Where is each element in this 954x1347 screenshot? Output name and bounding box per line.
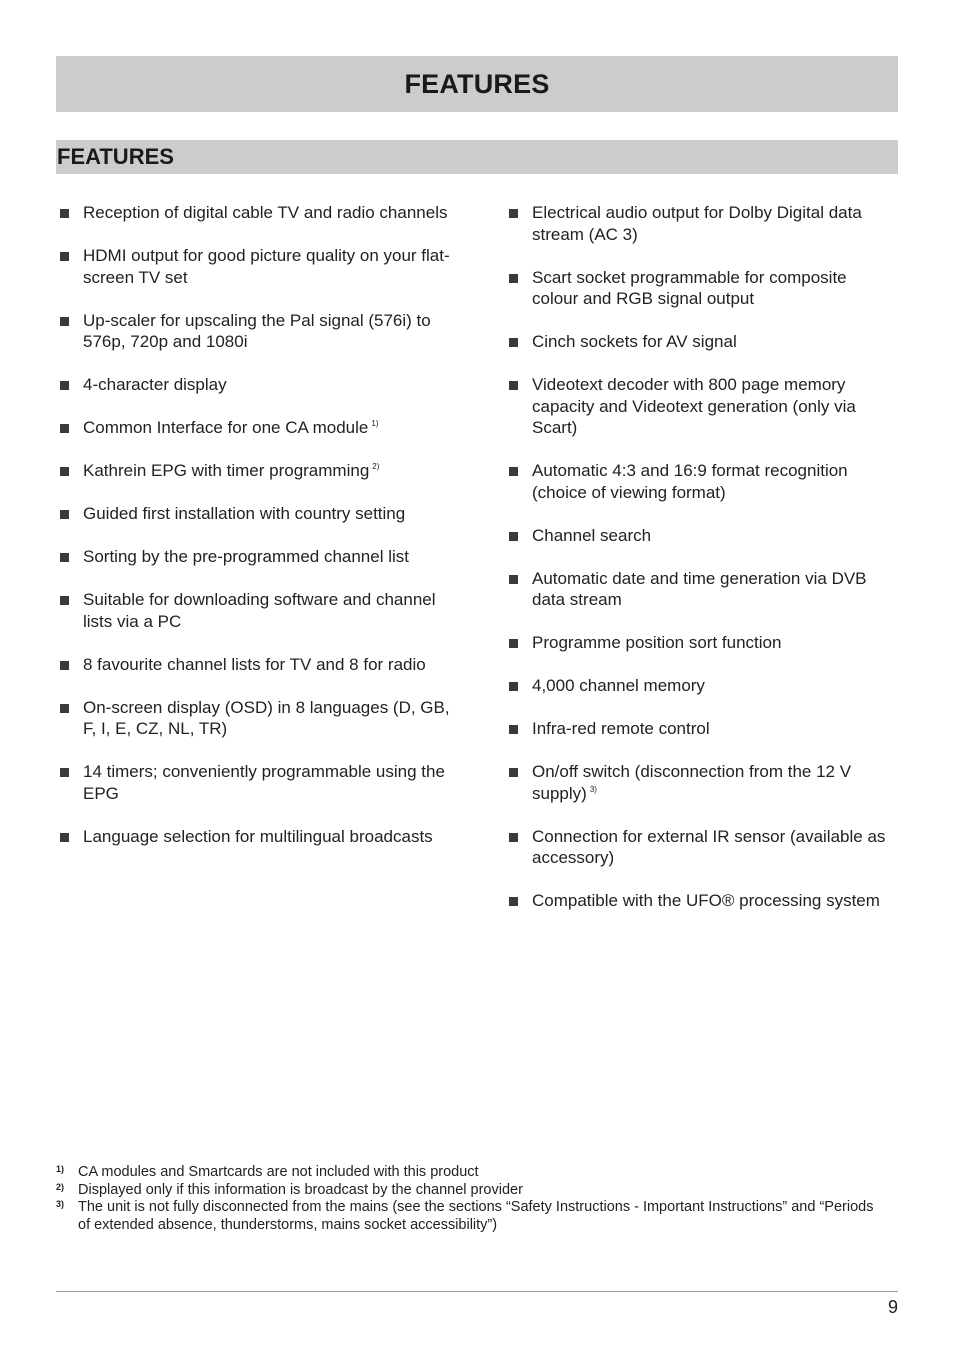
footer-divider: [56, 1291, 898, 1292]
footnote: [56, 1199, 886, 1234]
section-title: FEATURES: [57, 144, 174, 169]
feature-text: Videotext decoder with 800 page memory capacity and Videotext generation (only via Scart): [532, 375, 856, 437]
square-bullet-icon: [509, 575, 518, 584]
footnote-text: The unit is not fully disconnected from the mains (see the sections “Safety Instructions - Important Instructions” and “Periods of extended absence, thunderstorms, mains socket accessibility”): [78, 1199, 874, 1234]
footnote-ref: 3): [589, 784, 597, 794]
feature-text: Automatic date and time generation via DVB data stream: [532, 568, 867, 609]
feature-item: [507, 460, 887, 503]
feature-text: 4-character display: [83, 375, 227, 394]
footnotes: [56, 1164, 886, 1235]
square-bullet-icon: [509, 725, 518, 734]
square-bullet-icon: [509, 897, 518, 906]
feature-item: [58, 697, 458, 740]
footnote-text: Displayed only if this information is broadcast by the channel provider: [78, 1181, 523, 1198]
feature-item: [507, 826, 887, 869]
square-bullet-icon: [60, 424, 69, 433]
feature-text: Compatible with the UFO® processing system: [532, 891, 880, 910]
feature-item: [58, 460, 458, 482]
feature-text: On-screen display (OSD) in 8 languages (D, GB, F, I, E, CZ, NL, TR): [83, 697, 450, 738]
feature-item: [58, 202, 458, 224]
feature-item: [507, 331, 887, 353]
square-bullet-icon: [509, 768, 518, 777]
square-bullet-icon: [60, 252, 69, 261]
square-bullet-icon: [60, 317, 69, 326]
feature-text: Kathrein EPG with timer programming: [83, 461, 370, 480]
footnote-text: CA modules and Smartcards are not included with this product: [78, 1164, 479, 1180]
square-bullet-icon: [60, 381, 69, 390]
feature-item: [58, 310, 458, 353]
feature-text: 14 timers; conveniently programmable using the EPG: [83, 762, 445, 803]
feature-text: Suitable for downloading software and channel lists via a PC: [83, 590, 436, 631]
feature-text: Guided first installation with country setting: [83, 504, 406, 523]
feature-item: [58, 417, 458, 439]
square-bullet-icon: [60, 510, 69, 519]
feature-text: 8 favourite channel lists for TV and 8 for radio: [83, 654, 426, 674]
feature-text: Cinch sockets for AV signal: [532, 332, 737, 351]
feature-item: [507, 632, 887, 654]
feature-item: [507, 568, 887, 611]
square-bullet-icon: [509, 209, 518, 218]
feature-item: [507, 267, 887, 310]
square-bullet-icon: [60, 209, 69, 218]
square-bullet-icon: [509, 467, 518, 476]
square-bullet-icon: [60, 833, 69, 842]
feature-item: [58, 546, 458, 568]
feature-text: Common Interface for one CA module: [83, 418, 369, 437]
feature-item: [507, 374, 887, 439]
footnote: [56, 1182, 886, 1200]
feature-item: [507, 761, 887, 804]
feature-item: [58, 826, 458, 848]
features-list-right: [507, 202, 887, 933]
feature-item: [58, 654, 458, 676]
square-bullet-icon: [60, 704, 69, 713]
feature-text: Automatic 4:3 and 16:9 format recognition (choice of viewing format): [532, 461, 848, 502]
features-list-left: [58, 202, 458, 869]
feature-text: Language selection for multilingual broadcasts: [83, 826, 433, 846]
feature-text: Reception of digital cable TV and radio channels: [83, 203, 448, 222]
page-title: FEATURES: [404, 68, 550, 99]
footnote-ref: 2): [372, 462, 380, 471]
feature-text: Scart socket programmable for composite colour and RGB signal output: [532, 267, 847, 308]
feature-item: [58, 761, 458, 804]
feature-item: [507, 675, 887, 697]
feature-text: HDMI output for good picture quality on your flat-screen TV set: [83, 246, 450, 287]
footnote-mark: 1): [56, 1164, 65, 1174]
square-bullet-icon: [509, 682, 518, 691]
feature-text: Up-scaler for upscaling the Pal signal (576i) to 576p, 720p and 1080i: [83, 310, 431, 351]
feature-item: [507, 202, 887, 245]
square-bullet-icon: [509, 639, 518, 648]
feature-text: Channel search: [532, 525, 652, 545]
feature-item: [58, 589, 458, 632]
feature-text: On/off switch (disconnection from the 12 V supply): [532, 762, 852, 803]
feature-item: [58, 374, 458, 396]
footnote-mark: 2): [56, 1181, 65, 1192]
square-bullet-icon: [509, 381, 518, 390]
page-header-bar: [56, 56, 898, 112]
page-number: 9: [887, 1297, 898, 1317]
feature-text: Infra-red remote control: [532, 719, 710, 738]
square-bullet-icon: [509, 833, 518, 842]
square-bullet-icon: [60, 661, 69, 670]
footnote-mark: 3): [56, 1199, 65, 1210]
square-bullet-icon: [60, 768, 69, 777]
square-bullet-icon: [60, 467, 69, 476]
feature-item: [507, 718, 887, 740]
square-bullet-icon: [509, 274, 518, 283]
square-bullet-icon: [60, 596, 69, 605]
section-header-bar: [56, 140, 898, 174]
feature-text: 4,000 channel memory: [532, 676, 705, 695]
feature-text: Sorting by the pre-programmed channel list: [83, 547, 409, 566]
footnote-ref: 1): [371, 419, 379, 428]
footnote: [56, 1164, 886, 1182]
feature-item: [507, 890, 887, 912]
feature-item: [58, 503, 458, 525]
square-bullet-icon: [509, 532, 518, 541]
feature-item: [507, 525, 887, 547]
square-bullet-icon: [509, 338, 518, 347]
feature-item: [58, 245, 458, 288]
feature-text: Programme position sort function: [532, 633, 782, 652]
square-bullet-icon: [60, 553, 69, 562]
feature-text: Connection for external IR sensor (available as accessory): [532, 826, 886, 867]
feature-text: Electrical audio output for Dolby Digital data stream (AC 3): [532, 203, 862, 244]
